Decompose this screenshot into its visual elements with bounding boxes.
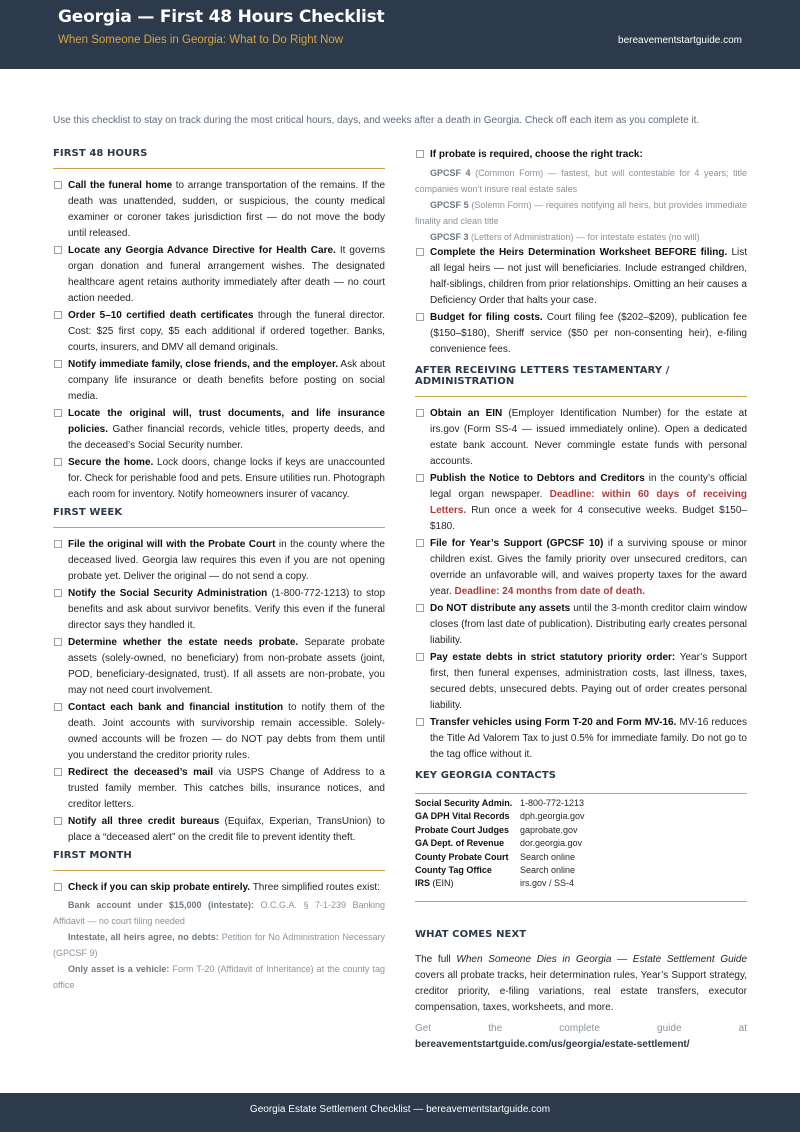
probate-list [415, 245, 747, 358]
checklist-item[interactable] [415, 536, 747, 600]
contact-name [415, 824, 520, 837]
next-text-pre: The full [415, 953, 457, 965]
item-text: via USPS Change of Address to a trusted family member. This catches bills, insurance notices, and creditor letters. [68, 767, 385, 810]
item-lead: Pay estate debts in strict statutory priority order: [430, 652, 676, 663]
sub-option-text: (Common Form) — fastest, but will contestable for 4 years; title companies won’t insure real estate sales [415, 168, 747, 194]
checkbox[interactable] [54, 181, 62, 189]
contact-row [415, 851, 747, 864]
item-lead: Contact each bank and financial institution [68, 702, 284, 713]
item-lead: Publish the Notice to Debtors and Creditors [430, 473, 645, 484]
checklist-item[interactable] [53, 586, 385, 634]
item-lead: Transfer vehicles using Form T-20 and Form MV-16. [430, 717, 677, 728]
item-text: through the funeral director. Cost: $25 first copy, $5 each additional if ordered together. Banks, courts, insurers, and DMV all demand originals. [68, 310, 385, 353]
after-letters-list [415, 406, 747, 763]
checkbox[interactable] [416, 248, 424, 256]
checklist-item[interactable] [415, 471, 747, 535]
checklist-item[interactable] [53, 765, 385, 813]
item-text: (Equifax, Experian, TransUnion) to place a “deceased alert” on the credit file to prevent identity theft. [68, 816, 385, 843]
item-text: Ask about company life insurance or death benefits before posting on social media. [68, 359, 385, 402]
sub-option-lead: GPCSF 4 [430, 168, 471, 178]
item-lead: Budget for filing costs. [430, 312, 543, 323]
item-text: (Employer Identification Number) for the estate at irs.gov (Form SS-4 — issued immediately online). Open a dedicated estate bank account. Never commingle estate funds with personal accounts. [430, 408, 747, 467]
item-text: It governs organ donation and funeral arrangement wishes. The designated healthcare agent retains authority immediately after death — no court action needed. [68, 245, 385, 304]
checkbox[interactable] [54, 883, 62, 891]
sub-option-lead: Intestate, all heirs agree, no debts: [68, 932, 219, 942]
item-lead: If probate is required, choose the right track: [430, 149, 643, 160]
item-lead: Notify all three credit bureaus [68, 816, 220, 827]
checkbox[interactable] [416, 474, 424, 482]
checkbox[interactable] [54, 768, 62, 776]
contact-value: dor.georgia.gov [520, 838, 583, 849]
item-lead: Obtain an EIN [430, 408, 503, 419]
checkbox[interactable] [54, 638, 62, 646]
checklist-item[interactable] [53, 537, 385, 585]
item-lead: Locate the original will, trust documents, and life insurance policies. [68, 408, 385, 435]
item-lead: Determine whether the estate needs probate. [68, 637, 299, 648]
checklist-item[interactable] [53, 357, 385, 405]
item-lead: Call the funeral home [68, 180, 173, 191]
page-title: Georgia — First 48 Hours Checklist [58, 7, 385, 27]
contact-value: gaprobate.gov [520, 824, 578, 835]
sub-option-text: (Solemn Form) — requires notifying all heirs, but provides immediate finality and clean title [415, 200, 747, 226]
contact-name [415, 877, 520, 890]
contact-row [415, 864, 747, 877]
deadline-text: Deadline: 24 months from date of death. [454, 586, 646, 597]
checklist-item[interactable] [53, 308, 385, 356]
contact-label: Social Security Admin. [415, 798, 513, 808]
sub-option [53, 961, 385, 993]
checklist-item[interactable] [415, 601, 747, 649]
section-title-key-contacts: KEY GEORGIA CONTACTS [415, 770, 557, 781]
contact-row [415, 797, 747, 810]
sub-option-lead: Bank account under $15,000 (intestate): [68, 900, 254, 910]
sub-option-lead: Only asset is a vehicle: [68, 964, 170, 974]
sub-option [415, 165, 747, 197]
contact-row [415, 824, 747, 837]
item-lead: File the original will with the Probate Court [68, 539, 276, 550]
first-48-hours-list [53, 178, 385, 503]
left-column [53, 145, 385, 993]
sub-option-text: Form T-20 (Affidavit of Inheritance) at the county tag office [53, 964, 385, 990]
item-lead: Order 5–10 certified death certificates [68, 310, 254, 321]
next-text-post: covers all probate tracks, heir determination rules, Year’s Support strategy, creditor priority, e-filing variations, real estate transfers, executor compensation, taxes, worksheets, and more. [415, 969, 747, 1013]
checkbox[interactable] [54, 703, 62, 711]
contact-label: GA DPH Vital Records [415, 811, 510, 822]
probate-tracks [415, 165, 747, 245]
contact-label: IRS [415, 878, 431, 889]
item-text: Court filing fee ($202–$209), publication fee ($150–$180), Sheriff service ($50 per non-consenting heir), e-filing convenience fees. [430, 312, 748, 355]
checkbox[interactable] [54, 458, 62, 466]
checkbox[interactable] [416, 313, 424, 321]
section-title-first-48-hours: FIRST 48 HOURS [53, 145, 385, 169]
checklist-item[interactable] [53, 814, 385, 846]
checkbox[interactable] [416, 604, 424, 612]
contact-value: dph.georgia.gov [520, 811, 585, 822]
site-name: bereavementstartguide.com [618, 35, 742, 46]
guide-link-pre: Get the complete guide at [415, 1022, 747, 1034]
contact-label: County Tag Office [415, 865, 492, 876]
checklist-item[interactable] [415, 147, 747, 163]
checkbox[interactable] [416, 653, 424, 661]
contact-row [415, 837, 747, 850]
checkbox[interactable] [54, 246, 62, 254]
checklist-item[interactable] [415, 650, 747, 714]
right-column [415, 147, 747, 1053]
checkbox[interactable] [54, 360, 62, 368]
item-lead: File for Year’s Support (GPCSF 10) [430, 538, 604, 549]
item-lead: Notify immediate family, close friends, and the employer. [68, 359, 339, 370]
contact-name [415, 864, 520, 877]
item-text: Separate probate assets (solely-owned, no beneficiary) from non-probate assets (joint, POD, beneficiary-designated, trust). If all assets are non-probate, you may not need court involvement. [68, 637, 385, 696]
section-title-after-letters: AFTER RECEIVING LETTERS TESTAMENTARY / ADMINISTRATION [415, 362, 747, 397]
item-text: in the county’s official legal organ newspaper. [430, 473, 747, 500]
checklist-item[interactable] [415, 310, 747, 358]
item-text: Lock doors, change locks if keys are unaccounted for. Check for perishable food and pets. Ensure utilities run. Photograph each room for inventory. Notify homeowners insurer of vacancy. [68, 457, 385, 500]
item-text: if a surviving spouse or minor children exist. Gives the family priority over unsecured creditors, can override an unfavorable will, and waives property taxes for the award year. [430, 538, 747, 597]
item-text: MV-16 reduces the Title Ad Valorem Tax to just 0.5% for immediate family. Do not go to the tag office without it. [430, 717, 747, 760]
checklist-item[interactable] [53, 406, 385, 454]
item-lead: Complete the Heirs Determination Worksheet BEFORE filing. [430, 247, 728, 258]
checklist-item[interactable] [53, 635, 385, 699]
guide-link[interactable]: bereavementstartguide.com/us/georgia/estate-settlement/ [415, 1038, 690, 1050]
checkbox[interactable] [54, 540, 62, 548]
contact-value: irs.gov / SS-4 [520, 878, 575, 889]
sub-option [53, 897, 385, 929]
checkbox[interactable] [416, 539, 424, 547]
section-title-first-month: FIRST MONTH [53, 847, 385, 871]
checklist-item[interactable] [415, 715, 747, 763]
sub-option-lead: GPCSF 3 [430, 232, 469, 242]
checklist-item[interactable] [53, 243, 385, 307]
item-lead: Locate any Georgia Advance Directive for Health Care. [68, 245, 336, 256]
contact-value: 1-800-772-1213 [520, 798, 585, 808]
item-text: Year’s Support first, then funeral expenses, administration costs, last illness, taxes, secured debts, unsecured debts. Paying out of order creates personal liability. [430, 652, 747, 711]
checkbox[interactable] [416, 150, 424, 158]
checklist-item[interactable] [53, 178, 385, 242]
contact-name [415, 810, 520, 823]
checklist-item[interactable] [415, 245, 747, 309]
item-text: List all legal heirs — not just will beneficiaries. Include estranged children, half-siblings, children from prior relationships. Omitting an heir causes a Deficiency Order that halts your case. [430, 247, 748, 306]
section-title-first-week: FIRST WEEK [53, 504, 385, 528]
item-text: until the 3-month creditor claim window closes (from last date of publication). Distributing early creates personal liability. [430, 603, 747, 646]
footer-bar [0, 1093, 800, 1132]
checklist-item[interactable] [415, 406, 747, 470]
contacts-table [415, 793, 747, 902]
contact-row [415, 877, 747, 890]
sub-option-text: O.C.G.A. § 7-1-239 Banking Affidavit — no court filing needed [53, 900, 385, 926]
sub-option-lead: GPCSF 5 [430, 200, 469, 210]
checklist-item[interactable] [53, 455, 385, 503]
guide-link-line [415, 1021, 747, 1053]
footer-text: Georgia Estate Settlement Checklist — bereavementstartguide.com [249, 1104, 551, 1115]
contact-name [415, 837, 520, 850]
item-text: (1-800-772-1213) to stop benefits and ask about survivor benefits. Verify this even if the funeral director says they handled it. [68, 588, 385, 631]
page-subtitle: When Someone Dies in Georgia: What to Do Right Now [58, 34, 344, 46]
contact-label: County Probate Court [415, 851, 509, 862]
checkbox[interactable] [54, 409, 62, 417]
checkbox[interactable] [416, 718, 424, 726]
contact-label-note: (EIN) [430, 878, 454, 889]
sub-option [415, 229, 747, 245]
item-lead: Secure the home. [68, 457, 154, 468]
checkbox[interactable] [416, 409, 424, 417]
contact-label: Probate Court Judges [415, 824, 510, 835]
first-week-list [53, 537, 385, 846]
item-text: in the county where the deceased lived. Georgia law requires this even if you are not opening probate yet. Deliver the original — do not send a copy. [68, 539, 385, 582]
contact-name [415, 851, 520, 864]
item-text: to arrange transportation of the remains. If the death was unattended, sudden, or suspicious, the county medical examiner or coroner takes jurisdiction first — do not move the body until released. [68, 180, 385, 239]
contact-row [415, 810, 747, 823]
item-lead: Notify the Social Security Administration [68, 588, 268, 599]
sub-option [53, 929, 385, 961]
item-lead: Redirect the deceased’s mail [68, 767, 214, 778]
intro-text: Use this checklist to stay on track during the most critical hours, days, and weeks after a death in Georgia. Check off each item as you complete it. [53, 115, 700, 126]
item-text: to notify them of the death. Joint accounts with survivorship remain accessible. Solely-owned accounts will be frozen — do NOT pay debts from them until you understand the creditor priority rules. [68, 702, 385, 761]
checkbox[interactable] [54, 817, 62, 825]
item-text: Gather financial records, vehicle titles, property deeds, and the deceased’s Social Security number. [68, 424, 385, 451]
sub-option [415, 197, 747, 229]
deadline-text: Deadline: within 60 days of receiving Letters. [430, 489, 747, 516]
contact-value: Search online [520, 851, 576, 862]
item-lead: Check if you can skip probate entirely. [68, 882, 251, 893]
sub-option-text: (Letters of Administration) — for intestate estates (no will) [468, 232, 700, 242]
contact-value: Search online [520, 865, 576, 876]
item-text: Three simplified routes exist: [250, 882, 380, 893]
section-title-what-comes-next: WHAT COMES NEXT [415, 928, 527, 940]
guide-title: When Someone Dies in Georgia — Estate Settlement Guide [456, 953, 747, 965]
header-bar [0, 0, 800, 69]
item-text-tail: Run once a week for 4 consecutive weeks. Budget $150–$180. [430, 505, 747, 532]
checkbox[interactable] [54, 311, 62, 319]
contact-label: GA Dept. of Revenue [415, 838, 505, 849]
what-comes-next-text [415, 952, 747, 1016]
skip-probate-routes [53, 897, 385, 993]
checklist-item[interactable] [53, 700, 385, 764]
contact-name [415, 797, 520, 810]
checkbox[interactable] [54, 589, 62, 597]
checklist-item[interactable] [53, 880, 385, 896]
sub-option-text: Petition for No Administration Necessary (GPCSF 9) [53, 932, 385, 958]
item-lead: Do NOT distribute any assets [430, 603, 571, 614]
